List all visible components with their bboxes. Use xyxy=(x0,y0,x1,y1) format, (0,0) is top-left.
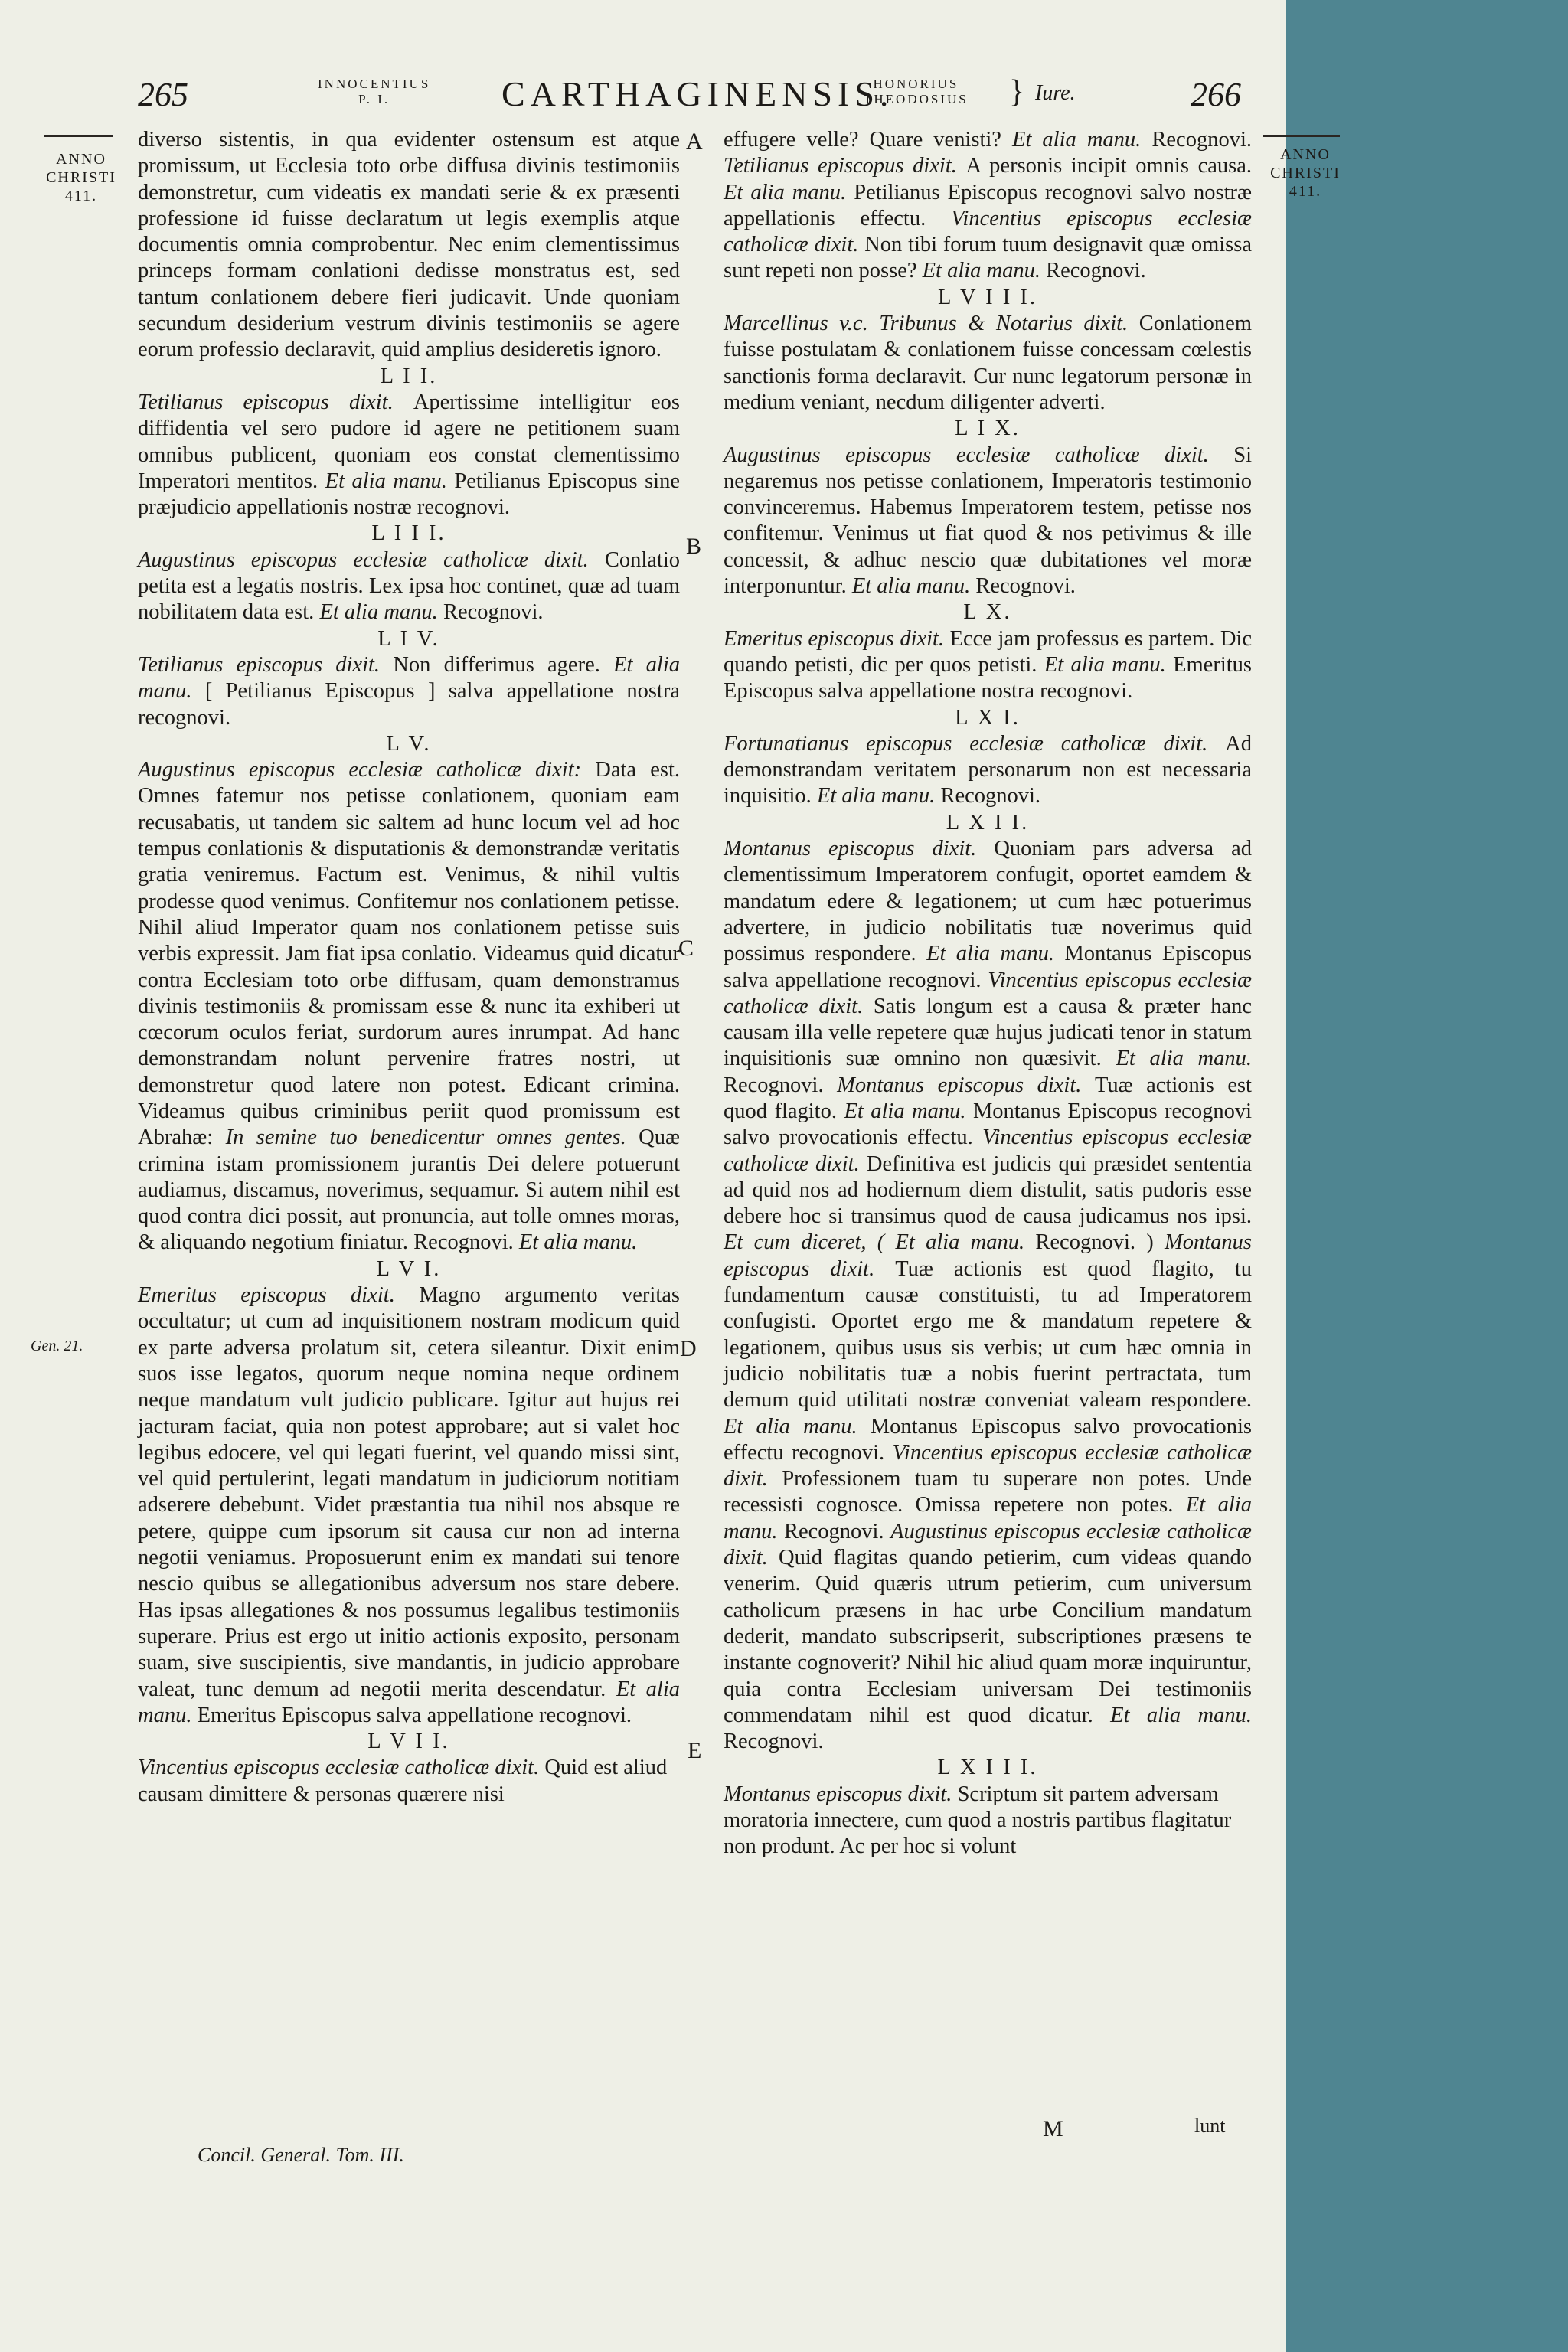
section-heading: L V I. xyxy=(376,1256,442,1281)
left-running-label xyxy=(318,77,430,107)
italic-formula: Et alia manu. xyxy=(138,652,680,704)
right-label-line-1: HONORIUS xyxy=(873,77,959,91)
body-text: Emeritus Episcopus salva appellatione recognovi. xyxy=(197,1703,632,1727)
italic-formula: Et alia manu. xyxy=(138,1677,680,1727)
footer-volume-line: Concil. General. Tom. III. xyxy=(198,2144,404,2166)
section-heading: L I I I. xyxy=(371,521,446,546)
left-label-line-1: INNOCENTIUS xyxy=(318,77,431,91)
body-text: Data est. Omnes fatemur nos petisse conlationem, quoniam eam recusabatis, ut tandem sic saltem ad hunc locum vel ad hoc tempus conlationis & disputationis & demonstrandæ veritatis gratia veniremus. Factum est. Venimus, & nihil vultis prodesse quod venimus. Confitemur nos conlationem petisse. Nihil aliud Imperator quam nos conlationem petisse suis verbis expressit. Jam fiat ipsa conlatio. Videamus quid dicatur contra Ecclesiam toto orbe diffusam, quam demonstramus divinis testimoniis & promissam esse & nunc ita exhiberi ut cœcorum oculos feriat, surdorum aures inrumpat. Ad hanc demonstrandam nolunt pervenire fratres nostri, ut demonstretur quod latere non potest. Edicant crimina. Videamus quibus criminibus periit quod promissum est Abrahæ: xyxy=(138,758,680,1150)
speaker-name: Montanus episcopus dixit. xyxy=(837,1073,1095,1097)
speaker-name: Augustinus episcopus ecclesiæ catholicæ dixit. xyxy=(724,443,1234,467)
body-text: Recognovi. xyxy=(724,1730,824,1754)
body-text: Recognovi. xyxy=(443,600,544,625)
section-heading: L I I. xyxy=(380,364,438,388)
italic-formula: Et alia manu. xyxy=(319,600,443,625)
text-paragraph xyxy=(724,731,1252,810)
section-heading: L V. xyxy=(386,731,432,756)
text-paragraph xyxy=(138,390,680,521)
body-text: Recognovi. xyxy=(975,574,1076,599)
italic-formula: Et cum diceret, ( Et alia manu. xyxy=(724,1230,1036,1255)
body-text: [ Petilianus Episcopus ] salva appellatione nostra recognovi. xyxy=(138,679,680,730)
speaker-name: Augustinus episcopus ecclesiæ catholicæ dixit: xyxy=(138,758,596,782)
speaker-name: Vincentius episcopus ecclesiæ catholicæ dixit. xyxy=(724,1440,1252,1491)
italic-formula: Et alia manu. xyxy=(922,259,1047,283)
year-number: 411. xyxy=(64,188,98,204)
text-paragraph xyxy=(724,1782,1252,1860)
text-paragraph xyxy=(138,127,680,364)
speaker-name: Tetilianus episcopus dixit. xyxy=(138,390,413,414)
text-paragraph xyxy=(724,127,1252,285)
body-text: Magno argumento veritas occultatur; ut cum ad inquisitionem nostram modicum quid ex parte adversa prolatum sit, cetera sileantur. Dixit enim suos isse legatos, quorum neque nomina neque ordinem neque mandatum vult judicio publicare. Igitur aut hujus rei jacturam faciat, quia non potest approbare; aut si valet hoc legibus edocere, vel qui legati fuerint, vel quando missi sint, vel quid pertulerint, legati mandatum in judiciorum notitiam adserere debebunt. Videt præstantia tua nihil nos absque re petere, quippe cum ipsorum sit causa cur non ad interna negotii veniamus. Proposuerunt enim ex mandati sui tenore nescio quibus se allegationibus adversum nos stare debere. Has ipsas allegationes & nos possumus legalibus testimoniis superare. Prius est ergo ut initio actionis exposito, personam suam, sive suscipientis, sive mandantis, in judicio approbare valeat, tunc demum ad negotii merita descendatur. xyxy=(138,1283,680,1701)
catchword: lunt xyxy=(1194,2115,1226,2137)
speaker-name: Montanus episcopus dixit. xyxy=(724,1782,958,1806)
signature-mark: M xyxy=(1043,2116,1063,2141)
body-text: Non differimus agere. xyxy=(393,652,614,677)
body-text: Satis longum est a causa & præter hanc causam illa velle repetere quæ hujus judicati tenor in statum inquisitionis suæ omnino non quæsivit. xyxy=(724,994,1253,1071)
text-paragraph xyxy=(724,443,1252,600)
year-christi: CHRISTI xyxy=(1270,165,1341,181)
body-text: Professionem tuam tu superare non potes. Unde recessisti cognosce. Omissa repetere non potes. xyxy=(724,1467,1253,1517)
body-text: Apertissime intelligitur eos diffidentia vel sero pudore id agere ne petitionem suam omnibus publicent, quoniam eos constat clementissimo Imperatori mentitos. xyxy=(138,390,680,493)
text-paragraph xyxy=(138,1755,680,1808)
body-text: Scriptum sit partem adversam moratoria innectere, cum quod a nostris partibus flagitatur non produnt. Ac per hoc si volunt xyxy=(724,1782,1232,1859)
body-text: Si negaremus nos petisse conlationem, Imperatoris testimonio convinceremus. Habemus Imperatorem testem, petisse nos confitemur. Venimus ut fiat quod & nos petivimus & ille concessit, & adhuc nescio quæ dubitationes vel moræ interponuntur. xyxy=(724,443,1252,599)
section-heading: L I V. xyxy=(377,626,440,651)
body-text: Montanus Episcopus recognovi salvo provocationis effectu. xyxy=(724,1099,1252,1150)
italic-formula: Et alia manu. xyxy=(724,1493,1252,1544)
italic-formula: Et alia manu. xyxy=(1116,1047,1253,1071)
body-text: Ecce jam professus es partem. Dic quando petisti, dic per quos petisti. xyxy=(724,626,1252,677)
speaker-name: Vincentius episcopus ecclesiæ catholicæ dixit. xyxy=(724,968,1253,1018)
section-heading: L X. xyxy=(963,600,1012,625)
italic-formula: Et alia manu. xyxy=(724,180,854,204)
text-paragraph xyxy=(138,652,680,731)
speaker-name: Tetilianus episcopus dixit. xyxy=(724,154,966,178)
section-marker-c: C xyxy=(678,936,694,961)
body-text: effugere velle? Quare venisti? xyxy=(724,128,1013,152)
year-anno: ANNO xyxy=(1280,146,1331,163)
speaker-name: Montanus episcopus dixit. xyxy=(724,1230,1252,1281)
speaker-name: Augustinus episcopus ecclesiæ catholicæ dixit. xyxy=(138,547,605,572)
italic-formula: Et alia manu. xyxy=(724,1414,871,1439)
body-text: Conlatio petita est a legatis nostris. Lex ipsa hoc continet, quæ ad tuam nobilitatem data est. xyxy=(138,547,680,625)
body-text: Recognovi. ) xyxy=(1035,1230,1165,1255)
speaker-name: Marcellinus v.c. Tribunus & Notarius dixit. xyxy=(724,312,1139,336)
right-label-line-2: THEODOSIUS xyxy=(864,92,969,106)
speaker-name: Emeritus episcopus dixit. xyxy=(138,1283,420,1308)
left-text-column xyxy=(138,127,680,1808)
italic-formula: In semine tuo benedicentur omnes gentes. xyxy=(225,1125,639,1150)
body-text: Ad demonstrandam veritatem personarum non est necessaria inquisitio. xyxy=(724,731,1252,808)
left-label-line-2: P. I. xyxy=(358,92,390,106)
italic-formula: Et alia manu. xyxy=(518,1230,638,1255)
text-paragraph xyxy=(724,836,1252,1755)
text-paragraph xyxy=(138,757,680,1256)
body-text: Quid est aliud causam dimittere & personas quærere nisi xyxy=(138,1756,668,1806)
section-marker-b: B xyxy=(686,534,702,559)
body-text: Non tibi forum tuum designavit quæ omissa sunt repeti non posse? xyxy=(724,233,1252,283)
text-paragraph xyxy=(724,311,1252,416)
body-text: Quoniam pars adversa ad clementissimum Imperatorem confugit, oportet eamdem & mandatum edere & legationem; ut cum hæc potuerimus advertere, in judicio nobilitatis tuæ noverimus quid possimus respondere. xyxy=(724,837,1252,966)
body-text: Definitiva est judicis qui præsidet sententia ad quid nos ad hodiernum diem distulit, satis pudoris esse debere hoc si transimus quod de causa judicamus nos ipsi. xyxy=(724,1152,1252,1229)
speaker-name: Montanus episcopus dixit. xyxy=(724,837,995,861)
left-margin-rule xyxy=(44,135,113,137)
speaker-name: Vincentius episcopus ecclesiæ catholicæ dixit. xyxy=(138,1756,545,1780)
speaker-name: Emeritus episcopus dixit. xyxy=(724,626,950,651)
year-anno: ANNO xyxy=(56,151,106,168)
brace-icon: } xyxy=(1009,74,1025,109)
left-year-note xyxy=(43,150,119,205)
italic-formula: Et alia manu. xyxy=(926,942,1065,966)
running-title: CARTHAGINENSIS. xyxy=(501,74,894,113)
italic-formula: Et alia manu. xyxy=(1110,1703,1252,1727)
body-text: Recognovi. xyxy=(724,1073,838,1097)
section-marker-d: D xyxy=(680,1336,697,1361)
section-heading: L X I. xyxy=(955,705,1021,730)
italic-formula: Et alia manu. xyxy=(816,784,941,808)
section-heading: L X I I. xyxy=(946,810,1030,835)
speaker-name: Augustinus episcopus ecclesiæ catholicæ dixit. xyxy=(724,1519,1252,1570)
right-page-number: 266 xyxy=(1191,76,1241,113)
speaker-name: Fortunatianus episcopus ecclesiæ catholicæ dixit. xyxy=(724,731,1226,756)
text-paragraph xyxy=(138,1282,680,1729)
section-heading: L V I I. xyxy=(368,1730,450,1754)
right-year-note xyxy=(1263,145,1348,201)
body-text: Petilianus Episcopus sine præjudicio appellationis nostræ recognovi. xyxy=(138,469,680,520)
year-christi: CHRISTI xyxy=(46,169,116,186)
body-text: Recognovi. xyxy=(1046,259,1146,283)
section-marker-a: A xyxy=(686,129,703,154)
body-text: Montanus Episcopus salvo provocationis effectu recognovi. xyxy=(724,1414,1252,1465)
body-text: A personis incipit omnis causa. xyxy=(965,154,1253,178)
scripture-reference: Gen. 21. xyxy=(31,1338,83,1354)
body-text: Emeritus Episcopus salva appellatione nostra recognovi. xyxy=(724,652,1253,704)
section-heading: L X I I I. xyxy=(937,1756,1038,1780)
italic-formula: Et alia manu. xyxy=(844,1099,973,1123)
body-text: Petilianus Episcopus recognovi salvo nostræ appellationis effectu. xyxy=(724,180,1253,230)
right-label-iure: Iure. xyxy=(1035,81,1076,105)
body-text: Montanus Episcopus salva appellatione recognovi. xyxy=(724,942,1252,992)
right-margin-rule xyxy=(1263,135,1340,137)
body-text: Tuæ actionis est quod flagito, tu fundamentum causæ constituisti, tu ad Imperatorem confugisti. Oportet ergo me & mandatum repetere & legationem, quibus usus sis verbis; ut cum hæc omnia in judicio nobilitatis tuæ a nobis fuerint pertractata, tum demum quid utilitati nostræ conveniat valeam respondere. xyxy=(724,1256,1252,1413)
body-text: Recognovi. xyxy=(940,784,1041,808)
italic-formula: Et alia manu. xyxy=(1044,652,1174,677)
body-text: Recognovi. xyxy=(783,1519,891,1544)
section-heading: L V I I I. xyxy=(937,285,1037,309)
year-number: 411. xyxy=(1289,183,1322,200)
speaker-name: Vincentius episcopus ecclesiæ catholicæ dixit. xyxy=(724,206,1252,257)
italic-formula: Et alia manu. xyxy=(325,469,455,493)
body-text: Quæ crimina istam promissionem jurantis Dei delere potuerunt audiamus, discamus, noverimus, sequamur. Si autem nihil est quod contra dici possit, aut pronuncia, aut tolle omnes moras, & aliquando negotium finiatur. xyxy=(138,1125,680,1255)
section-marker-e: E xyxy=(688,1738,702,1763)
section-heading: L I X. xyxy=(955,416,1021,441)
text-paragraph xyxy=(724,626,1252,705)
body-text: Quid flagitas quando petierim, cum videas quando venerim. Quid quæris utrum petierim, cum universum catholicum præsens in hac urbe Concilium mandatum dederit, mandato subscripserit, subscriptiones præsens te instante cognoverit? Nihil hic aliud quam moræ inquiruntur, quia contra Ecclesiam universam Dei testimoniis commendatam nihil est quod dicatur. xyxy=(724,1546,1253,1727)
text-paragraph xyxy=(138,547,680,626)
right-text-column xyxy=(724,127,1252,1860)
italic-formula: Et alia manu. xyxy=(1012,128,1152,152)
body-text: Conlationem fuisse postulatam & conlationem fuisse concessam cœlestis sanctionis forma declaravit. Cur nunc legatorum personæ in medium veniant, necdum diligenter adverti. xyxy=(724,312,1252,414)
body-text: Recognovi. xyxy=(1152,128,1252,152)
body-text: Tuæ actionis est quod flagito. xyxy=(724,1073,1252,1123)
left-page-number: 265 xyxy=(138,76,188,113)
right-running-label xyxy=(864,77,969,107)
speaker-name: Vincentius episcopus ecclesiæ catholicæ dixit. xyxy=(724,1125,1252,1176)
italic-formula: Et alia manu. xyxy=(851,574,976,599)
body-text: diverso sistentis, in qua evidenter ostensum est atque promissum, ut Ecclesia toto orbe diffusa divinis testimoniis demonstretur, cum videatis ex mandati serie & ex præsenti professione id fuisse declaratum ut legis exemplis atque documentis omnia comprobentur. Nec enim clementissimus princeps formam conlationi dedisse monstratus est, sed tantum conlationem debere fieri judicavit. Unde quoniam secundum desiderium vestrum divinis testimoniis se agere eorum professio declaravit, quid amplius desideretis ignoro. xyxy=(138,128,680,362)
speaker-name: Tetilianus episcopus dixit. xyxy=(138,652,394,677)
body-text: Recognovi. xyxy=(413,1230,519,1255)
